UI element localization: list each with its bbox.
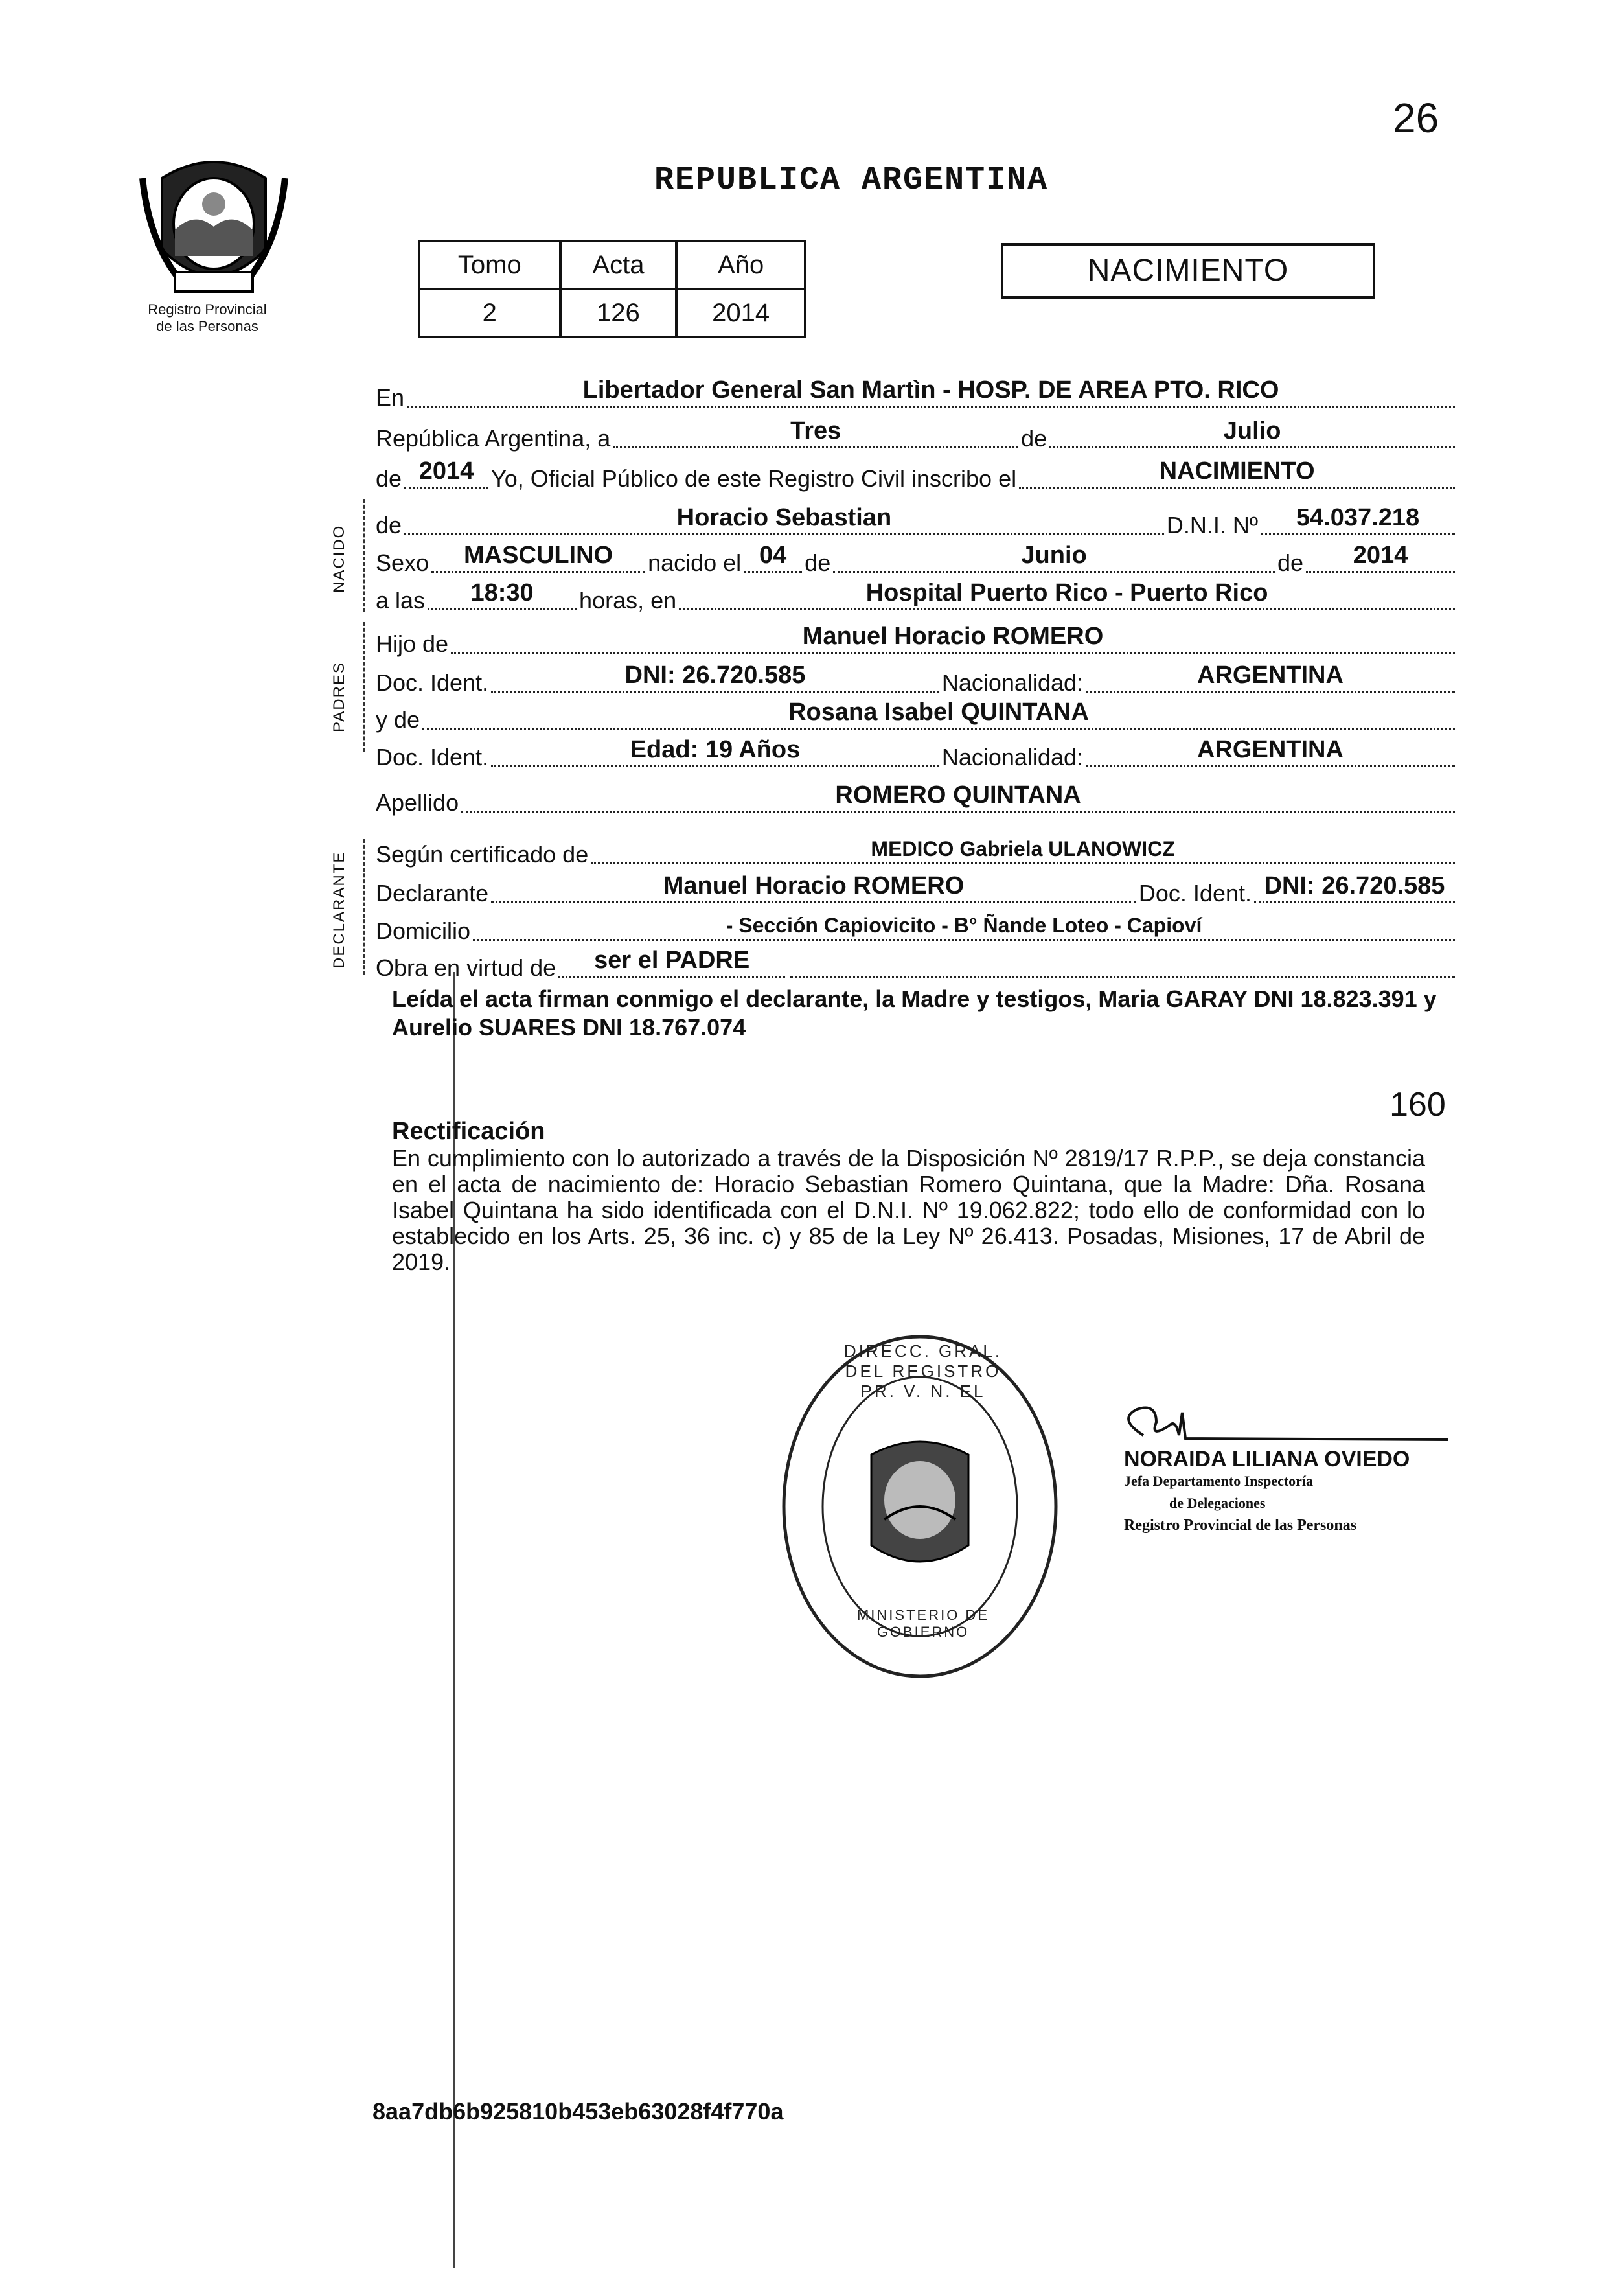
- label-en: En: [376, 384, 405, 411]
- label-nac-madre: Nacionalidad:: [941, 744, 1083, 770]
- record-type-box: NACIMIENTO: [1001, 243, 1375, 299]
- value-obra: ser el PADRE: [594, 947, 750, 974]
- value-madre-doc: Edad: 19 Años: [630, 736, 801, 763]
- value-padre-doc: DNI: 26.720.585: [624, 662, 806, 689]
- form-row-declarante: [376, 868, 1458, 907]
- value-madre: Rosana Isabel QUINTANA: [788, 698, 1089, 726]
- value-dia: Tres: [790, 417, 841, 444]
- form-row-apellido: [376, 778, 1458, 816]
- signature-block: [1124, 1448, 1513, 1536]
- value-nombre: Horacio Sebastian: [676, 504, 892, 531]
- section-separator-nacido: [363, 499, 365, 612]
- leida-statement: Leída el acta firman conmigo el declarante, la Madre y testigos, Maria GARAY DNI 18.823.391 y Aurelio SUARES DNI 18.767.074: [392, 986, 1437, 1041]
- label-sexo: Sexo: [376, 549, 429, 576]
- form-row-oficial: [376, 454, 1458, 492]
- label-de-anio2: de: [1277, 549, 1303, 576]
- section-separator-declarante: [363, 839, 365, 975]
- form-row-hijo: [376, 619, 1458, 658]
- label-nacido: nacido el: [648, 549, 742, 576]
- document-title: REPUBLICA ARGENTINA: [654, 162, 1049, 199]
- label-yde: y de: [376, 706, 420, 733]
- side-label-declarante: DECLARANTE: [330, 851, 348, 969]
- form-row-madre: [376, 695, 1458, 733]
- value-anio: 2014: [676, 289, 805, 337]
- value-sexo: MASCULINO: [464, 542, 613, 569]
- label-nac-padre: Nacionalidad:: [941, 669, 1083, 696]
- value-domicilio: - Sección Capiovicito - B° Ñande Loteo - Capioví: [726, 914, 1202, 937]
- registry-table: [418, 240, 806, 338]
- value-hora: 18:30: [470, 579, 534, 606]
- registry-table-value-row: [419, 289, 805, 337]
- label-doc-madre: Doc. Ident.: [376, 744, 489, 770]
- form-row-domicilio: [376, 906, 1458, 945]
- value-nac-dia: 04: [759, 542, 787, 569]
- form-row-republica: [376, 413, 1458, 452]
- label-de-mes: de: [805, 549, 831, 576]
- label-hijo: Hijo de: [376, 630, 449, 657]
- label-de: de: [1021, 425, 1047, 452]
- rectification-title: Rectificación: [392, 1118, 545, 1145]
- label-horas: horas, en: [579, 587, 677, 614]
- side-label-nacido: NACIDO: [330, 524, 348, 593]
- value-tipo: NACIMIENTO: [1159, 457, 1315, 485]
- registry-table-header-row: [419, 241, 805, 289]
- oficial-text: Yo, Oficial Público de este Registro Civil inscribo el: [491, 465, 1017, 492]
- form-row-madre-doc: [376, 732, 1458, 771]
- label-apellido: Apellido: [376, 789, 459, 816]
- form-row-padre-doc: [376, 658, 1458, 697]
- value-nac-anio: 2014: [1353, 542, 1408, 569]
- logo-caption: [123, 301, 292, 335]
- header-acta: Acta: [560, 241, 677, 289]
- coat-of-arms-icon: [136, 152, 292, 301]
- value-declarante: Manuel Horacio ROMERO: [663, 872, 965, 899]
- value-dni: 54.037.218: [1296, 504, 1420, 531]
- side-label-padres: PADRES: [330, 662, 348, 732]
- stamp-outer-text: DIRECC. GRAL. DEL REGISTRO PR. V. N. EL: [843, 1341, 1003, 1401]
- handwritten-signature: [1111, 1400, 1474, 1451]
- logo-caption-line2: de las Personas: [156, 318, 258, 334]
- rectification-number: 160: [1390, 1086, 1446, 1124]
- logo-caption-line1: Registro Provincial: [148, 301, 267, 318]
- label-alas: a las: [376, 587, 426, 614]
- form-row-sexo: [376, 538, 1458, 577]
- label-domicilio: Domicilio: [376, 918, 471, 944]
- label-republica: República Argentina, a: [376, 425, 611, 452]
- label-doc-declarante: Doc. Ident.: [1138, 880, 1252, 906]
- form-row-en: [376, 373, 1458, 411]
- label-de-nombre: de: [376, 512, 402, 538]
- value-tomo: 2: [419, 289, 560, 337]
- province-coat-of-arms-logo: [136, 152, 292, 301]
- rectification-body: En cumplimiento con lo autorizado a través de la Disposición Nº 2819/17 R.P.P., se deja constancia en el acta de nacimiento de: Horacio Sebastian Romero Quintana, que la Madre: Dña. Rosana Isabel Quintana ha sido identificada con el D.N.I. Nº 19.062.822; todo ello de conformidad con lo establecido en los Arts. 25, 36 inc. c) y 85 de la Ley Nº 26.413. Posadas, Misiones, 17 de Abril de 2019.: [392, 1145, 1425, 1275]
- section-separator-padres: [363, 622, 365, 752]
- value-apellido: ROMERO QUINTANA: [835, 781, 1081, 809]
- signatory-name: NORAIDA LILIANA OVIEDO: [1124, 1447, 1410, 1472]
- label-dni: D.N.I. Nº: [1166, 512, 1258, 538]
- value-padre: Manuel Horacio ROMERO: [802, 623, 1104, 650]
- value-lugar: Hospital Puerto Rico - Puerto Rico: [865, 579, 1268, 606]
- value-certificado: MEDICO Gabriela ULANOWICZ: [871, 837, 1175, 860]
- signature-scribble-icon: [1111, 1400, 1474, 1451]
- form-row-hora: [376, 575, 1458, 614]
- signatory-title-line3: Registro Provincial de las Personas: [1124, 1517, 1357, 1534]
- value-anio: 2014: [418, 457, 474, 485]
- label-doc-padre: Doc. Ident.: [376, 669, 489, 696]
- header-anio: Año: [676, 241, 805, 289]
- value-nac-mes: Junio: [1021, 542, 1087, 569]
- form-row-obra: [376, 943, 1458, 982]
- form-row-certificado: [376, 829, 1458, 868]
- label-segun: Según certificado de: [376, 841, 589, 868]
- header-tomo: Tomo: [419, 241, 560, 289]
- label-declarante: Declarante: [376, 880, 489, 906]
- signatory-title-line2: de Delegaciones: [1169, 1495, 1266, 1511]
- signatory-title-line1: Jefa Departamento Inspectoría: [1124, 1473, 1314, 1489]
- form-row-nombre: [376, 500, 1458, 539]
- document-hash-code: 8aa7db6b925810b453eb63028f4f770a: [372, 2098, 784, 2125]
- value-madre-nac: ARGENTINA: [1197, 736, 1344, 763]
- label-obra: Obra en virtud de: [376, 954, 556, 981]
- value-mes: Julio: [1223, 417, 1281, 444]
- value-declarante-doc: DNI: 26.720.585: [1264, 872, 1445, 899]
- value-acta: 126: [560, 289, 677, 337]
- label-de-anio: de: [376, 465, 402, 492]
- page-number: 26: [1393, 95, 1439, 141]
- value-padre-nac: ARGENTINA: [1197, 662, 1344, 689]
- value-en: Libertador General San Martìn - HOSP. DE AREA PTO. RICO: [582, 376, 1279, 404]
- stamp-inner-text: MINISTERIO DE GOBIERNO: [856, 1607, 989, 1640]
